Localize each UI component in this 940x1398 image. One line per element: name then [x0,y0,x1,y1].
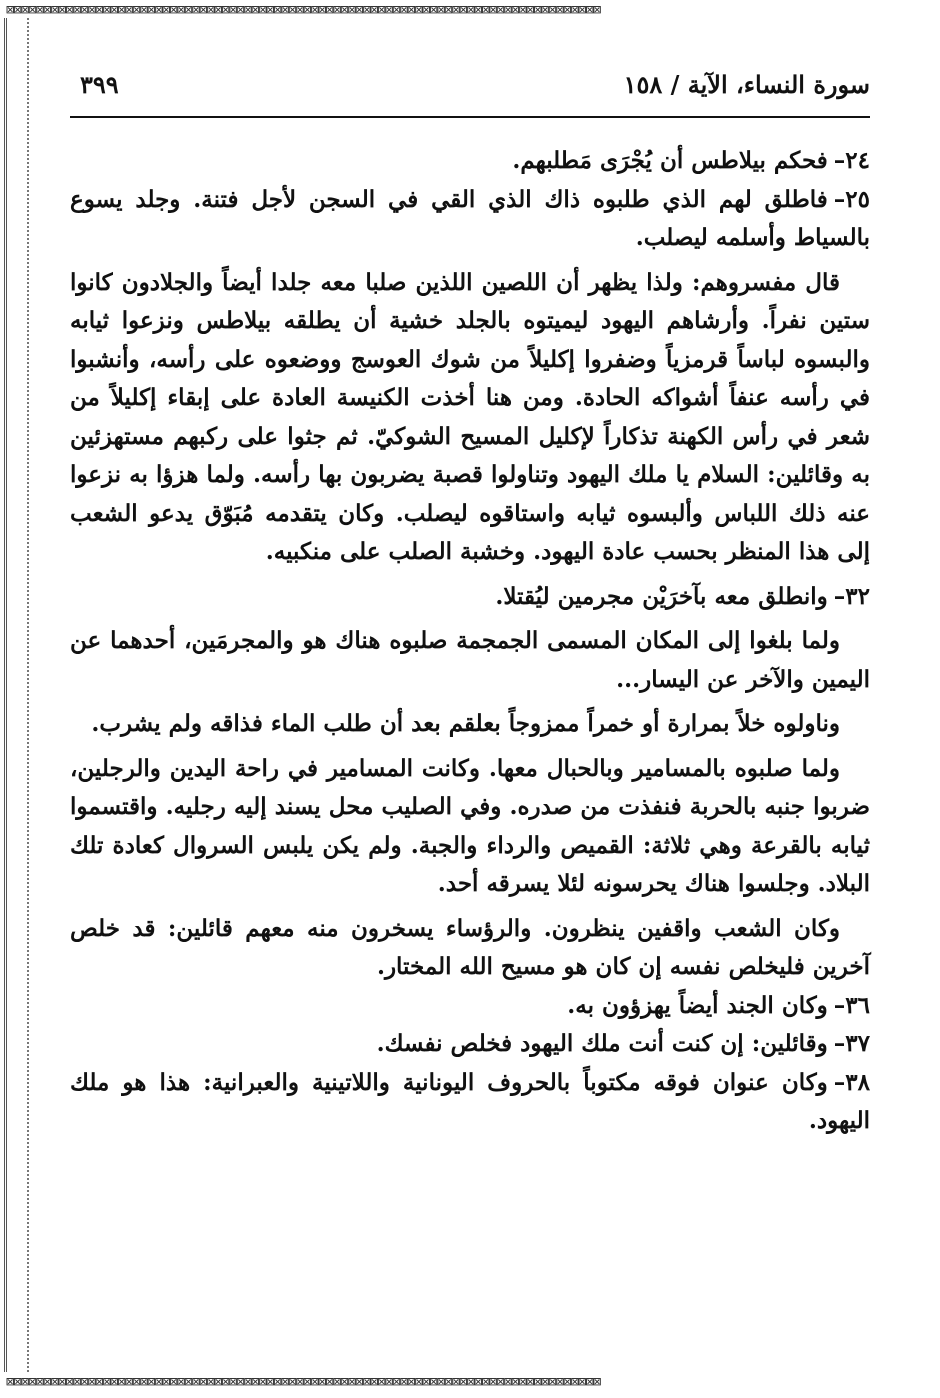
verse-25 [70,181,870,258]
verse-38 [70,1064,870,1141]
commentary-paragraph: وكان الشعب واقفين ينظرون. والرؤساء يسخرون منه معهم قائلين: قد خلص آخرين فليخلص نفسه إن كان هو مسيح الله المختار. [70,914,870,980]
verse-number: ٢٥– [833,185,870,213]
left-ornamental-border [4,18,29,1372]
bottom-ornamental-border: ⊠⊠⊠⊠⊠⊠⊠⊠⊠⊠⊠⊠⊠⊠⊠⊠⊠⊠⊠⊠⊠⊠⊠⊠⊠⊠⊠⊠⊠⊠⊠⊠⊠⊠⊠⊠⊠⊠⊠⊠⊠⊠⊠⊠⊠⊠⊠⊠⊠⊠⊠⊠⊠⊠⊠⊠⊠⊠⊠⊠⊠⊠⊠⊠⊠⊠⊠⊠⊠⊠⊠⊠⊠⊠⊠⊠⊠⊠⊠⊠ [6,1374,601,1390]
verse-text: فحكم بيلاطس أن يُجْرَى مَطلبهم. [512,147,828,174]
verse-number: ٣٧– [833,1030,870,1057]
verse-text: وكان الجند أيضاً يهزؤون به. [567,991,828,1019]
verse-37 [70,1025,870,1064]
commentary-paragraph: قال مفسروهم: ولذا يظهر أن اللصين اللذين صلبا معه جلدا أيضاً والجلادون كانوا ستين نفراً. وأرشاهم اليهود ليميتوه بالجلد خشية أن يطلقه بيلاطس ونزعوا ثيابه والبسوه لباساً قرمزياً وضفروا إكليلاً من شوك العوسج ووضعوه على رأسه، وأنشبوا في رأسه عنفاً أشواكه الحادة. ومن هنا أخذت الكنيسة العادة على إبقاء إكليلاً من شعر في رأس الكهنة تذكاراً لإكليل المسيح الشوكيّ. ثم جثوا على ركبهم مستهزئين به وقائلين: السلام يا ملك اليهود وتناولوا قصبة يضربون بها رأسه. ولما هزؤا به نزعوا عنه ذلك اللباس وألبسوه ثيابه واستاقوه ليصلب. وكان يتقدمه مُبَوّق يدعو الشعب إلى هذا المنظر بحسب عادة اليهود. وخشبة الصلب على منكبيه. [70,268,870,565]
verse-number: ٣٢– [833,582,870,610]
book-page [70,40,870,1358]
top-ornamental-border: ⊠⊠⊠⊠⊠⊠⊠⊠⊠⊠⊠⊠⊠⊠⊠⊠⊠⊠⊠⊠⊠⊠⊠⊠⊠⊠⊠⊠⊠⊠⊠⊠⊠⊠⊠⊠⊠⊠⊠⊠⊠⊠⊠⊠⊠⊠⊠⊠⊠⊠⊠⊠⊠⊠⊠⊠⊠⊠⊠⊠⊠⊠⊠⊠⊠⊠⊠⊠⊠⊠⊠⊠⊠⊠⊠⊠⊠⊠⊠⊠ [6,2,601,18]
verse-text: وانطلق معه بآخرَيْن مجرمين ليُقتلا. [495,582,828,610]
verse-text: وقائلين: إن كنت أنت ملك اليهود فخلص نفسك. [376,1030,828,1057]
verse-36 [70,987,870,1026]
commentary-paragraph: ولما بلغوا إلى المكان المسمى الجمجمة صلبوه هناك هو والمجرمَين، أحدهما عن اليمين والآخر عن اليسار... [70,627,870,693]
page-number: ٣٩٩ [80,70,119,99]
page-body [70,142,870,1141]
verse-number: ٣٨– [833,1068,870,1096]
verse-text: فاطلق لهم الذي طلبوه ذاك الذي القي في السجن لأجل فتنة. وجلد يسوع بالسياط وأسلمه ليصلب. [70,185,870,251]
commentary-paragraph: ولما صلبوه بالمسامير وبالحبال معها. وكانت المسامير في راحة اليدين والرجلين، ضربوا جنبه بالحربة فنفذت من صدره. وفي الصليب محل يسند إليه رجليه. واقتسموا ثيابه بالقرعة وهي ثلاثة: القميص والرداء والجبة. ولم يكن يلبس السروال كعادة تلك البلاد. وجلسوا هناك يحرسونه لئلا يسرقه أحد. [70,754,870,897]
verse-32 [70,578,870,617]
verse-number: ٣٦– [833,991,870,1019]
verse-text: وكان عنوان فوقه مكتوباً بالحروف اليونانية واللاتينية والعبرانية: هذا هو ملك اليهود. [70,1068,870,1134]
verse-24 [70,142,870,181]
running-header [70,66,870,118]
verse-number: ٢٤– [833,147,870,174]
commentary-paragraph: وناولوه خلاً بمرارة أو خمراً ممزوجاً بعلقم بعد أن طلب الماء فذاقه ولم يشرب. [91,710,840,737]
chapter-title: سورة النساء، الآية / ١٥٨ [623,70,870,99]
